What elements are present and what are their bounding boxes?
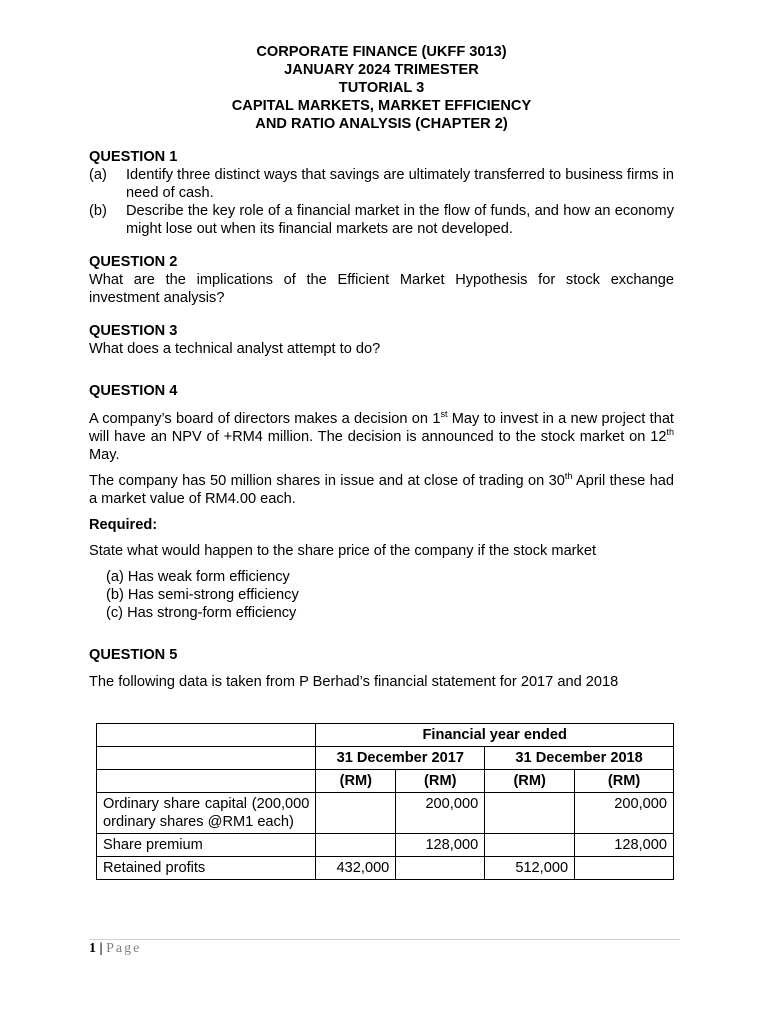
footer-divider [89,939,680,940]
item-text: Identify three distinct ways that savings are ultimately transferred to business firms in need of cash. [126,167,674,201]
option-a: (a) Has weak form efficiency [106,569,290,585]
table-corner [97,747,316,770]
question-5 [89,646,674,691]
question-4-paragraph-1: A company’s board of directors makes a decision on 1st May to invest in a new project that will have an NPV of +RM4 million. The decision is announced to the stock market on 12th May. [89,409,674,463]
required-heading: Required: [89,517,158,533]
question-4-prompt: State what would happen to the share price of the company if the stock market [89,543,597,559]
question-1a [89,166,674,202]
course-title: CORPORATE FINANCE (UKFF 3013) [256,44,507,60]
question-2 [89,253,674,307]
table-corner [97,770,316,793]
group-header: Financial year ended [316,724,674,747]
item-text: Describe the key role of a financial market in the flow of funds, and how an economy might lose out when its financial markets are not developed. [126,203,674,237]
footer-separator: | [99,941,103,956]
tutorial-topic-1: CAPITAL MARKETS, MARKET EFFICIENCY [231,98,532,114]
item-label: (b) [89,203,107,219]
cell [485,793,575,834]
question-1b [89,202,674,238]
unit-header: (RM) [316,770,396,793]
question-5-title: QUESTION 5 [89,647,178,663]
table-header-row [97,724,674,747]
question-4-paragraph-2: The company has 50 million shares in issue and at close of trading on 30th April these had a market value of RM4.00 each. [89,471,675,507]
question-1 [89,148,674,238]
table-year-row [97,747,674,770]
cell [396,857,485,880]
trimester: JANUARY 2024 TRIMESTER [284,62,479,78]
question-4-options [106,568,674,622]
question-4 [89,382,674,622]
tutorial-topic-2: AND RATIO ANALYSIS (CHAPTER 2) [255,116,508,132]
cell: 200,000 [396,793,485,834]
table-unit-row [97,770,674,793]
table-row [97,857,674,880]
question-3-text: What does a technical analyst attempt to do? [89,341,381,357]
table-row [97,793,674,834]
unit-header: (RM) [485,770,575,793]
question-2-text: What are the implications of the Efficient Market Hypothesis for stock exchange investment analysis? [89,272,674,306]
question-5-text: The following data is taken from P Berhad’s financial statement for 2017 and 2018 [89,674,619,690]
cell [316,834,396,857]
tutorial-number: TUTORIAL 3 [338,80,425,96]
cell: 128,000 [396,834,485,857]
question-2-title: QUESTION 2 [89,254,178,270]
table-corner [97,724,316,747]
question-4-title: QUESTION 4 [89,383,178,399]
unit-header: (RM) [396,770,485,793]
question-3-title: QUESTION 3 [89,323,178,339]
page-footer [89,941,141,957]
row-label: Share premium [97,834,316,857]
cell [316,793,396,834]
table-row [97,834,674,857]
option-c: (c) Has strong-form efficiency [106,605,297,621]
row-label: Ordinary share capital (200,000 ordinary shares @RM1 each) [97,793,316,834]
unit-header: (RM) [575,770,674,793]
question-3 [89,322,674,358]
option-b: (b) Has semi-strong efficiency [106,587,299,603]
page-word: Page [106,941,142,956]
document-page [89,43,674,691]
cell [575,857,674,880]
cell: 432,000 [316,857,396,880]
cell: 200,000 [575,793,674,834]
year-2017-header: 31 December 2017 [316,747,485,770]
cell: 128,000 [575,834,674,857]
page-number: 1 [89,941,96,956]
document-header [89,43,674,133]
year-2018-header: 31 December 2018 [485,747,674,770]
cell [485,834,575,857]
item-label: (a) [89,167,107,183]
question-1-title: QUESTION 1 [89,149,178,165]
row-label: Retained profits [97,857,316,880]
cell: 512,000 [485,857,575,880]
financial-data-table [96,723,674,880]
